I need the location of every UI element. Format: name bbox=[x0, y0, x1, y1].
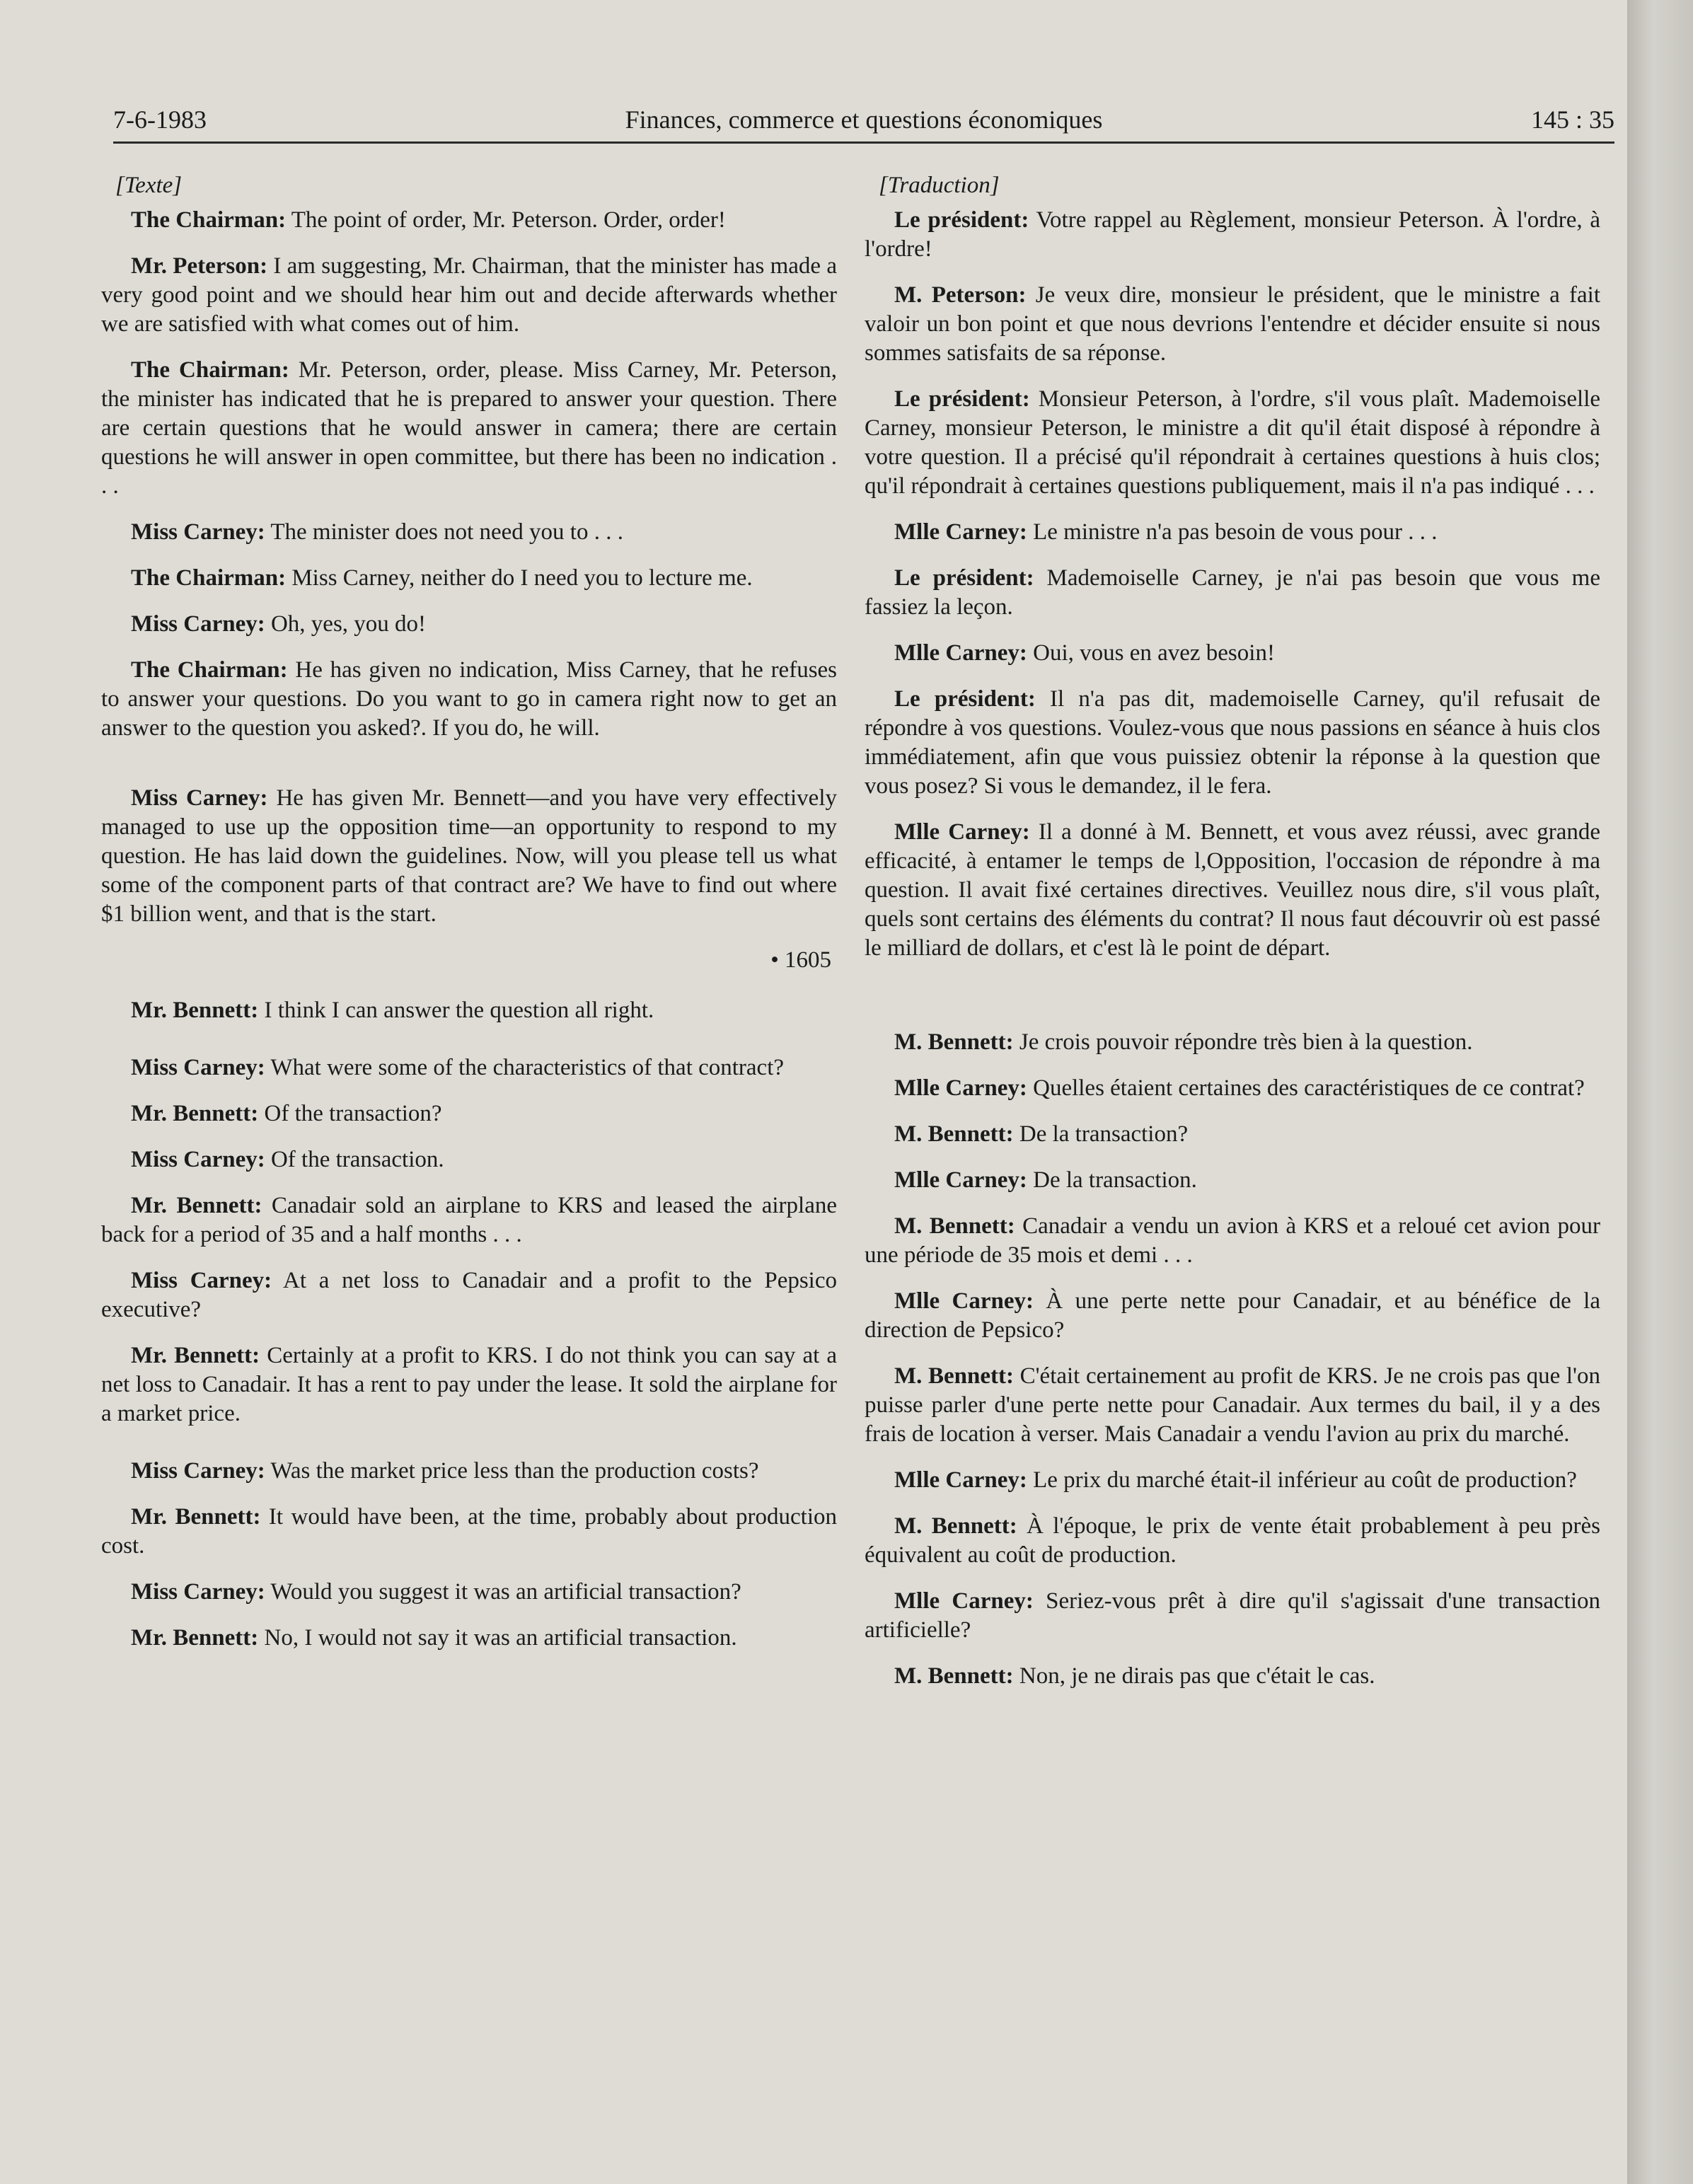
speech-paragraph bbox=[865, 1662, 1600, 1691]
speaker-name: Mlle Carney: bbox=[894, 640, 1027, 666]
speech-paragraph bbox=[101, 996, 837, 1025]
speech-paragraph bbox=[865, 1287, 1600, 1345]
speaker-name: M. Bennett: bbox=[894, 1513, 1017, 1539]
speech-paragraph bbox=[865, 1120, 1600, 1149]
speaker-name: Mr. Peterson: bbox=[131, 253, 268, 279]
speaker-name: M. Bennett: bbox=[894, 1363, 1014, 1389]
speaker-name: Miss Carney: bbox=[131, 611, 265, 637]
speech-paragraph bbox=[865, 385, 1600, 501]
speech-paragraph bbox=[865, 1166, 1600, 1195]
speaker-name: Miss Carney: bbox=[131, 1055, 265, 1080]
speech-text: Of the transaction. bbox=[270, 1147, 444, 1172]
speech-paragraph bbox=[101, 784, 837, 929]
speech-paragraph bbox=[101, 1145, 837, 1174]
speaker-name: Miss Carney: bbox=[131, 785, 268, 811]
speech-paragraph bbox=[865, 1587, 1600, 1645]
speaker-name: Mlle Carney: bbox=[894, 1075, 1027, 1101]
speech-paragraph bbox=[101, 610, 837, 639]
speech-paragraph bbox=[101, 656, 837, 743]
speaker-name: Mr. Bennett: bbox=[131, 1625, 259, 1651]
speech-paragraph bbox=[101, 1624, 837, 1653]
speech-text: The point of order, Mr. Peterson. Order, order! bbox=[291, 207, 726, 233]
speaker-name: M. Bennett: bbox=[894, 1663, 1014, 1689]
speech-paragraph bbox=[865, 639, 1600, 668]
speaker-name: Mr. Bennett: bbox=[131, 1343, 260, 1368]
speech-text: No, I would not say it was an artificial transaction. bbox=[264, 1625, 737, 1651]
speech-paragraph bbox=[865, 564, 1600, 622]
speech-text: À une perte nette pour Canadair, et au bénéfice de la direction de Pepsico? bbox=[865, 1288, 1600, 1343]
speaker-name: The Chairman: bbox=[131, 207, 287, 233]
speech-paragraph bbox=[865, 518, 1600, 547]
french-column bbox=[865, 171, 1600, 1708]
speech-text: He has given no indication, Miss Carney, that he refuses to answer your questions. Do you want to go in camera right now to get an answer to the question you asked?. If you do, he will. bbox=[101, 657, 838, 741]
speaker-name: M. Bennett: bbox=[894, 1213, 1015, 1239]
speech-text: Je crois pouvoir répondre très bien à la question. bbox=[1019, 1029, 1473, 1055]
speech-text: Le ministre n'a pas besoin de vous pour . . . bbox=[1033, 519, 1438, 545]
speaker-name: Mlle Carney: bbox=[894, 1588, 1034, 1614]
speech-text: Mr. Peterson, order, please. Miss Carney, Mr. Peterson, the minister has indicated that he is prepared to answer your question. There are certain questions that he would answer in camera; there are certain questions he will answer in open committee, but there has been no indication . . . bbox=[101, 357, 837, 499]
speech-text: Il n'a pas dit, mademoiselle Carney, qu'il refusait de répondre à vos questions. Voulez-vous que nous passions en séance à huis clos immédiatement, afin que vous puissiez obtenir la réponse à la question que vous posez? Si vous le demandez, il le fera. bbox=[865, 686, 1600, 799]
speech-paragraph bbox=[865, 281, 1600, 368]
speech-text: Il a donné à M. Bennett, et vous avez réussi, avec grande efficacité, à entamer le temps de l,Opposition, l'occasion de répondre à ma question. Il avait fixé certaines directives. Veuillez nous dire, s'il vous plaît, quels sont certains des éléments du contrat? Il nous faut découvrir où est passé le milliard de dollars, et c'est là le point de départ. bbox=[865, 819, 1600, 961]
speaker-name: Le président: bbox=[894, 386, 1030, 412]
speaker-name: The Chairman: bbox=[131, 357, 289, 383]
speech-text: C'était certainement au profit de KRS. Je ne crois pas que l'on puisse parler d'une perte nette pour Canadair. Aux termes du bail, il y a des frais de location à verser. Mais Canadair a vendu l'avion au prix du marché. bbox=[865, 1363, 1600, 1447]
speech-text: At a net loss to Canadair and a profit to the Pepsico executive? bbox=[101, 1268, 837, 1322]
speech-paragraph bbox=[865, 818, 1600, 963]
time-marker: • 1605 bbox=[770, 947, 831, 973]
column-label: [Texte] bbox=[115, 173, 183, 198]
speech-text: Je veux dire, monsieur le président, que le ministre a fait valoir un bon point et que nous devrions l'entendre et décider ensuite si nous sommes satisfaits de sa réponse. bbox=[865, 282, 1600, 366]
speech-text: Was the market price less than the production costs? bbox=[270, 1458, 759, 1484]
speaker-name: Le président: bbox=[894, 565, 1034, 591]
speech-text: The minister does not need you to . . . bbox=[270, 519, 623, 545]
speaker-name: Miss Carney: bbox=[131, 1579, 265, 1605]
speech-text: De la transaction? bbox=[1019, 1121, 1189, 1147]
speech-paragraph bbox=[101, 356, 837, 501]
speech-text: Miss Carney, neither do I need you to lecture me. bbox=[291, 565, 753, 591]
page-header bbox=[113, 105, 1614, 144]
speaker-name: Mr. Bennett: bbox=[131, 1504, 261, 1530]
english-column bbox=[101, 171, 837, 1670]
speech-paragraph bbox=[865, 1466, 1600, 1495]
speaker-name: M. Bennett: bbox=[894, 1121, 1014, 1147]
speaker-name: Mr. Bennett: bbox=[131, 1101, 259, 1126]
speech-paragraph bbox=[865, 1028, 1600, 1057]
speaker-name: The Chairman: bbox=[131, 657, 288, 683]
speech-text: I am suggesting, Mr. Chairman, that the minister has made a very good point and we should hear him out and decide afterwards whether we are satisfied with what comes out of him. bbox=[101, 253, 837, 337]
speech-text: He has given Mr. Bennett—and you have very effectively managed to use up the opposition time—an opportunity to respond to my question. He has laid down the guidelines. Now, will you please tell us what some of the component parts of that contract are? We have to find out where $1 billion went, and that is the start. bbox=[101, 785, 838, 927]
header-date: 7-6-1983 bbox=[113, 105, 207, 134]
header-title: Finances, commerce et questions économiques bbox=[625, 105, 1103, 134]
speech-paragraph bbox=[865, 1212, 1600, 1270]
speech-text: Of the transaction? bbox=[264, 1101, 442, 1126]
speech-paragraph bbox=[101, 1099, 837, 1128]
speaker-name: Mlle Carney: bbox=[894, 1167, 1027, 1193]
speech-paragraph bbox=[101, 1503, 837, 1561]
speech-text: Le prix du marché était-il inférieur au coût de production? bbox=[1033, 1467, 1577, 1493]
speech-text: Quelles étaient certaines des caractéristiques de ce contrat? bbox=[1033, 1075, 1585, 1101]
speech-paragraph bbox=[101, 252, 837, 339]
speech-paragraph bbox=[101, 206, 837, 235]
speaker-name: Mlle Carney: bbox=[894, 1467, 1027, 1493]
speech-paragraph bbox=[865, 206, 1600, 264]
speaker-name: M. Peterson: bbox=[894, 282, 1027, 308]
column-label: [Traduction] bbox=[879, 173, 1000, 198]
speech-paragraph bbox=[101, 1191, 837, 1249]
speech-text: Non, je ne dirais pas que c'était le cas. bbox=[1019, 1663, 1375, 1689]
speech-paragraph bbox=[865, 1074, 1600, 1103]
speaker-name: Le président: bbox=[894, 207, 1029, 233]
speech-paragraph bbox=[865, 1362, 1600, 1449]
speaker-name: Miss Carney: bbox=[131, 1268, 272, 1293]
speech-text: What were some of the characteristics of that contract? bbox=[270, 1055, 785, 1080]
speaker-name: Mr. Bennett: bbox=[131, 998, 259, 1023]
speaker-name: Miss Carney: bbox=[131, 519, 265, 545]
speaker-name: Miss Carney: bbox=[131, 1458, 265, 1484]
speech-text: Oui, vous en avez besoin! bbox=[1033, 640, 1275, 666]
speech-paragraph bbox=[101, 564, 837, 593]
speaker-name: Mlle Carney: bbox=[894, 519, 1027, 545]
speech-text: Would you suggest it was an artificial transaction? bbox=[270, 1579, 741, 1605]
speech-paragraph bbox=[865, 1512, 1600, 1570]
speaker-name: Mlle Carney: bbox=[894, 819, 1030, 845]
speech-text: Certainly at a profit to KRS. I do not think you can say at a net loss to Canadair. It has a rent to pay under the lease. It sold the airplane for a market price. bbox=[101, 1343, 838, 1426]
speech-text: Votre rappel au Règlement, monsieur Peterson. À l'ordre, à l'ordre! bbox=[865, 207, 1601, 262]
speech-paragraph bbox=[101, 1266, 837, 1324]
speaker-name: M. Bennett: bbox=[894, 1029, 1014, 1055]
speech-text: Monsieur Peterson, à l'ordre, s'il vous plaît. Mademoiselle Carney, monsieur Peterson, le ministre a dit qu'il était disposé à répondre à votre question. Il a précisé qu'il répondrait à certaines questions à huis clos; qu'il répondrait à certaines questions publiquement, mais il n'a pas indiqué . . . bbox=[865, 386, 1601, 499]
speech-text: I think I can answer the question all right. bbox=[264, 998, 654, 1023]
speaker-name: Miss Carney: bbox=[131, 1147, 265, 1172]
speaker-name: Mlle Carney: bbox=[894, 1288, 1034, 1314]
speech-text: Canadair sold an airplane to KRS and leased the airplane back for a period of 35 and a half months . . . bbox=[101, 1193, 837, 1247]
speech-paragraph bbox=[101, 1053, 837, 1082]
speech-paragraph bbox=[101, 518, 837, 547]
speaker-name: Le président: bbox=[894, 686, 1036, 712]
speech-paragraph bbox=[101, 1457, 837, 1486]
speaker-name: The Chairman: bbox=[131, 565, 287, 591]
speech-paragraph bbox=[865, 685, 1600, 801]
speech-text: Canadair a vendu un avion à KRS et a reloué cet avion pour une période de 35 mois et demi . . . bbox=[865, 1213, 1601, 1268]
speech-text: Mademoiselle Carney, je n'ai pas besoin que vous me fassiez la leçon. bbox=[865, 565, 1600, 620]
speech-text: Seriez-vous prêt à dire qu'il s'agissait d'une transaction artificielle? bbox=[865, 1588, 1601, 1643]
page-edge bbox=[1627, 0, 1693, 2184]
speaker-name: Mr. Bennett: bbox=[131, 1193, 262, 1218]
speech-text: It would have been, at the time, probably about production cost. bbox=[101, 1504, 838, 1559]
speech-paragraph bbox=[101, 1578, 837, 1607]
speech-text: De la transaction. bbox=[1033, 1167, 1197, 1193]
speech-text: À l'époque, le prix de vente était probablement à peu près équivalent au coût de production. bbox=[865, 1513, 1600, 1568]
speech-text: Oh, yes, you do! bbox=[270, 611, 427, 637]
header-page-number: 145 : 35 bbox=[1530, 105, 1614, 134]
speech-paragraph bbox=[101, 1341, 837, 1428]
